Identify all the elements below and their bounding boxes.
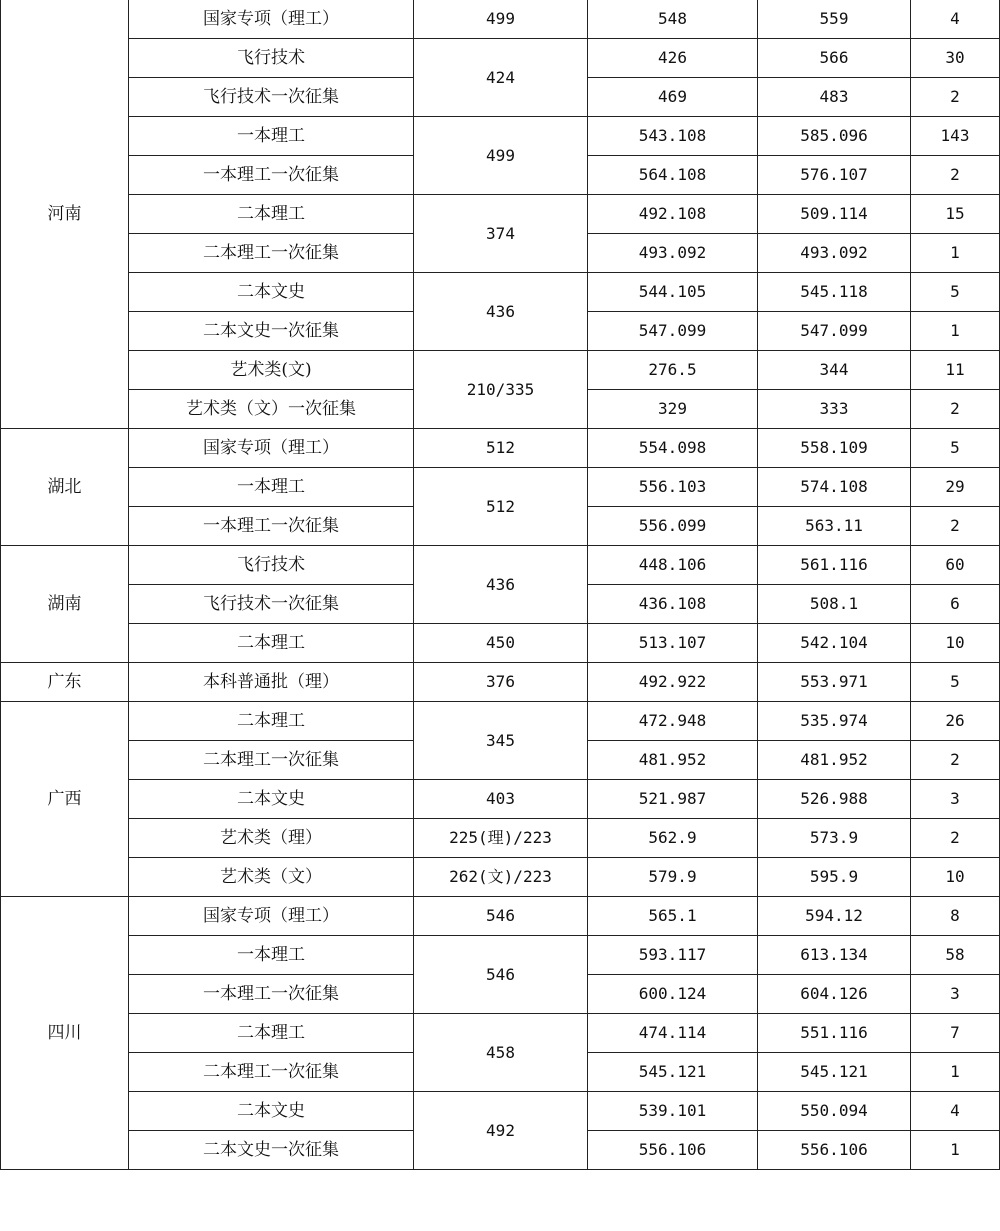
enrolled-count-cell: 2 (911, 78, 1000, 117)
max-score-cell: 526.988 (758, 780, 911, 819)
min-score-cell: 492.108 (588, 195, 758, 234)
max-score-cell: 566 (758, 39, 911, 78)
min-score-cell: 600.124 (588, 975, 758, 1014)
control-line-cell: 262(文)/223 (414, 858, 588, 897)
min-score-cell: 565.1 (588, 897, 758, 936)
table-row (1, 624, 1000, 663)
max-score-cell: 594.12 (758, 897, 911, 936)
enrolled-count-cell: 2 (911, 741, 1000, 780)
batch-cell: 国家专项（理工） (129, 897, 414, 936)
enrolled-count-cell: 60 (911, 546, 1000, 585)
max-score-cell: 535.974 (758, 702, 911, 741)
batch-cell: 二本理工一次征集 (129, 234, 414, 273)
max-score-cell: 508.1 (758, 585, 911, 624)
min-score-cell: 426 (588, 39, 758, 78)
table-row (1, 273, 1000, 312)
max-score-cell: 558.109 (758, 429, 911, 468)
batch-cell: 一本理工 (129, 936, 414, 975)
enrolled-count-cell: 3 (911, 975, 1000, 1014)
max-score-cell: 545.121 (758, 1053, 911, 1092)
max-score-cell: 561.116 (758, 546, 911, 585)
min-score-cell: 329 (588, 390, 758, 429)
batch-cell: 一本理工 (129, 468, 414, 507)
control-line-cell: 546 (414, 936, 588, 1014)
batch-cell: 本科普通批（理） (129, 663, 414, 702)
enrolled-count-cell: 2 (911, 390, 1000, 429)
batch-cell: 二本理工一次征集 (129, 1053, 414, 1092)
min-score-cell: 556.099 (588, 507, 758, 546)
table-row (1, 117, 1000, 156)
max-score-cell: 563.11 (758, 507, 911, 546)
max-score-cell: 613.134 (758, 936, 911, 975)
table-row (1, 819, 1000, 858)
table-row (1, 429, 1000, 468)
enrolled-count-cell: 7 (911, 1014, 1000, 1053)
min-score-cell: 593.117 (588, 936, 758, 975)
max-score-cell: 559 (758, 0, 911, 39)
batch-cell: 二本文史 (129, 273, 414, 312)
batch-cell: 二本文史 (129, 1092, 414, 1131)
min-score-cell: 474.114 (588, 1014, 758, 1053)
enrolled-count-cell: 2 (911, 156, 1000, 195)
province-cell: 湖北 (1, 429, 129, 546)
enrolled-count-cell: 4 (911, 1092, 1000, 1131)
province-cell: 广东 (1, 663, 129, 702)
batch-cell: 一本理工一次征集 (129, 156, 414, 195)
control-line-cell: 403 (414, 780, 588, 819)
control-line-cell: 436 (414, 546, 588, 624)
enrolled-count-cell: 11 (911, 351, 1000, 390)
batch-cell: 国家专项（理工） (129, 0, 414, 39)
table-row (1, 39, 1000, 78)
enrolled-count-cell: 30 (911, 39, 1000, 78)
min-score-cell: 436.108 (588, 585, 758, 624)
min-score-cell: 556.106 (588, 1131, 758, 1170)
batch-cell: 艺术类（理） (129, 819, 414, 858)
min-score-cell: 539.101 (588, 1092, 758, 1131)
enrolled-count-cell: 26 (911, 702, 1000, 741)
batch-cell: 二本理工 (129, 702, 414, 741)
max-score-cell: 585.096 (758, 117, 911, 156)
enrolled-count-cell: 58 (911, 936, 1000, 975)
control-line-cell: 225(理)/223 (414, 819, 588, 858)
max-score-cell: 483 (758, 78, 911, 117)
batch-cell: 二本文史一次征集 (129, 1131, 414, 1170)
max-score-cell: 573.9 (758, 819, 911, 858)
enrolled-count-cell: 1 (911, 234, 1000, 273)
enrolled-count-cell: 15 (911, 195, 1000, 234)
batch-cell: 飞行技术一次征集 (129, 78, 414, 117)
min-score-cell: 547.099 (588, 312, 758, 351)
min-score-cell: 493.092 (588, 234, 758, 273)
batch-cell: 一本理工一次征集 (129, 507, 414, 546)
batch-cell: 艺术类(文) (129, 351, 414, 390)
max-score-cell: 344 (758, 351, 911, 390)
min-score-cell: 562.9 (588, 819, 758, 858)
min-score-cell: 556.103 (588, 468, 758, 507)
control-line-cell: 424 (414, 39, 588, 117)
table-row (1, 1092, 1000, 1131)
enrolled-count-cell: 1 (911, 1131, 1000, 1170)
min-score-cell: 469 (588, 78, 758, 117)
control-line-cell: 546 (414, 897, 588, 936)
max-score-cell: 550.094 (758, 1092, 911, 1131)
max-score-cell: 553.971 (758, 663, 911, 702)
control-line-cell: 458 (414, 1014, 588, 1092)
batch-cell: 二本理工 (129, 1014, 414, 1053)
enrolled-count-cell: 1 (911, 312, 1000, 351)
table-row (1, 663, 1000, 702)
min-score-cell: 544.105 (588, 273, 758, 312)
batch-cell: 国家专项（理工） (129, 429, 414, 468)
batch-cell: 艺术类（文）一次征集 (129, 390, 414, 429)
table-row (1, 858, 1000, 897)
min-score-cell: 481.952 (588, 741, 758, 780)
max-score-cell: 509.114 (758, 195, 911, 234)
max-score-cell: 604.126 (758, 975, 911, 1014)
min-score-cell: 543.108 (588, 117, 758, 156)
batch-cell: 二本理工 (129, 195, 414, 234)
table-row (1, 897, 1000, 936)
min-score-cell: 554.098 (588, 429, 758, 468)
enrolled-count-cell: 29 (911, 468, 1000, 507)
max-score-cell: 493.092 (758, 234, 911, 273)
max-score-cell: 556.106 (758, 1131, 911, 1170)
batch-cell: 一本理工一次征集 (129, 975, 414, 1014)
batch-cell: 二本理工一次征集 (129, 741, 414, 780)
table-row (1, 546, 1000, 585)
table-body (1, 0, 1000, 1170)
min-score-cell: 492.922 (588, 663, 758, 702)
max-score-cell: 333 (758, 390, 911, 429)
enrolled-count-cell: 4 (911, 0, 1000, 39)
province-cell: 四川 (1, 897, 129, 1170)
control-line-cell: 345 (414, 702, 588, 780)
enrolled-count-cell: 10 (911, 858, 1000, 897)
min-score-cell: 564.108 (588, 156, 758, 195)
table-row (1, 351, 1000, 390)
enrolled-count-cell: 10 (911, 624, 1000, 663)
table-row (1, 702, 1000, 741)
max-score-cell: 547.099 (758, 312, 911, 351)
max-score-cell: 542.104 (758, 624, 911, 663)
max-score-cell: 574.108 (758, 468, 911, 507)
enrolled-count-cell: 2 (911, 507, 1000, 546)
table-row (1, 468, 1000, 507)
batch-cell: 飞行技术 (129, 39, 414, 78)
min-score-cell: 276.5 (588, 351, 758, 390)
control-line-cell: 436 (414, 273, 588, 351)
min-score-cell: 513.107 (588, 624, 758, 663)
batch-cell: 二本文史一次征集 (129, 312, 414, 351)
enrolled-count-cell: 6 (911, 585, 1000, 624)
table-row (1, 195, 1000, 234)
control-line-cell: 492 (414, 1092, 588, 1170)
enrolled-count-cell: 143 (911, 117, 1000, 156)
enrolled-count-cell: 5 (911, 663, 1000, 702)
batch-cell: 飞行技术一次征集 (129, 585, 414, 624)
batch-cell: 飞行技术 (129, 546, 414, 585)
max-score-cell: 481.952 (758, 741, 911, 780)
enrolled-count-cell: 5 (911, 273, 1000, 312)
enrolled-count-cell: 5 (911, 429, 1000, 468)
control-line-cell: 499 (414, 0, 588, 39)
control-line-cell: 376 (414, 663, 588, 702)
control-line-cell: 210/335 (414, 351, 588, 429)
control-line-cell: 512 (414, 468, 588, 546)
min-score-cell: 521.987 (588, 780, 758, 819)
control-line-cell: 450 (414, 624, 588, 663)
control-line-cell: 512 (414, 429, 588, 468)
min-score-cell: 579.9 (588, 858, 758, 897)
province-cell: 广西 (1, 702, 129, 897)
enrolled-count-cell: 1 (911, 1053, 1000, 1092)
min-score-cell: 472.948 (588, 702, 758, 741)
min-score-cell: 545.121 (588, 1053, 758, 1092)
table-row (1, 1014, 1000, 1053)
province-cell: 湖南 (1, 546, 129, 663)
batch-cell: 一本理工 (129, 117, 414, 156)
min-score-cell: 448.106 (588, 546, 758, 585)
batch-cell: 二本理工 (129, 624, 414, 663)
control-line-cell: 499 (414, 117, 588, 195)
table-row (1, 936, 1000, 975)
table-row (1, 780, 1000, 819)
table-row (1, 0, 1000, 39)
max-score-cell: 545.118 (758, 273, 911, 312)
enrolled-count-cell: 8 (911, 897, 1000, 936)
batch-cell: 艺术类（文） (129, 858, 414, 897)
max-score-cell: 576.107 (758, 156, 911, 195)
province-cell: 河南 (1, 0, 129, 429)
enrolled-count-cell: 2 (911, 819, 1000, 858)
min-score-cell: 548 (588, 0, 758, 39)
max-score-cell: 551.116 (758, 1014, 911, 1053)
control-line-cell: 374 (414, 195, 588, 273)
max-score-cell: 595.9 (758, 858, 911, 897)
enrolled-count-cell: 3 (911, 780, 1000, 819)
batch-cell: 二本文史 (129, 780, 414, 819)
